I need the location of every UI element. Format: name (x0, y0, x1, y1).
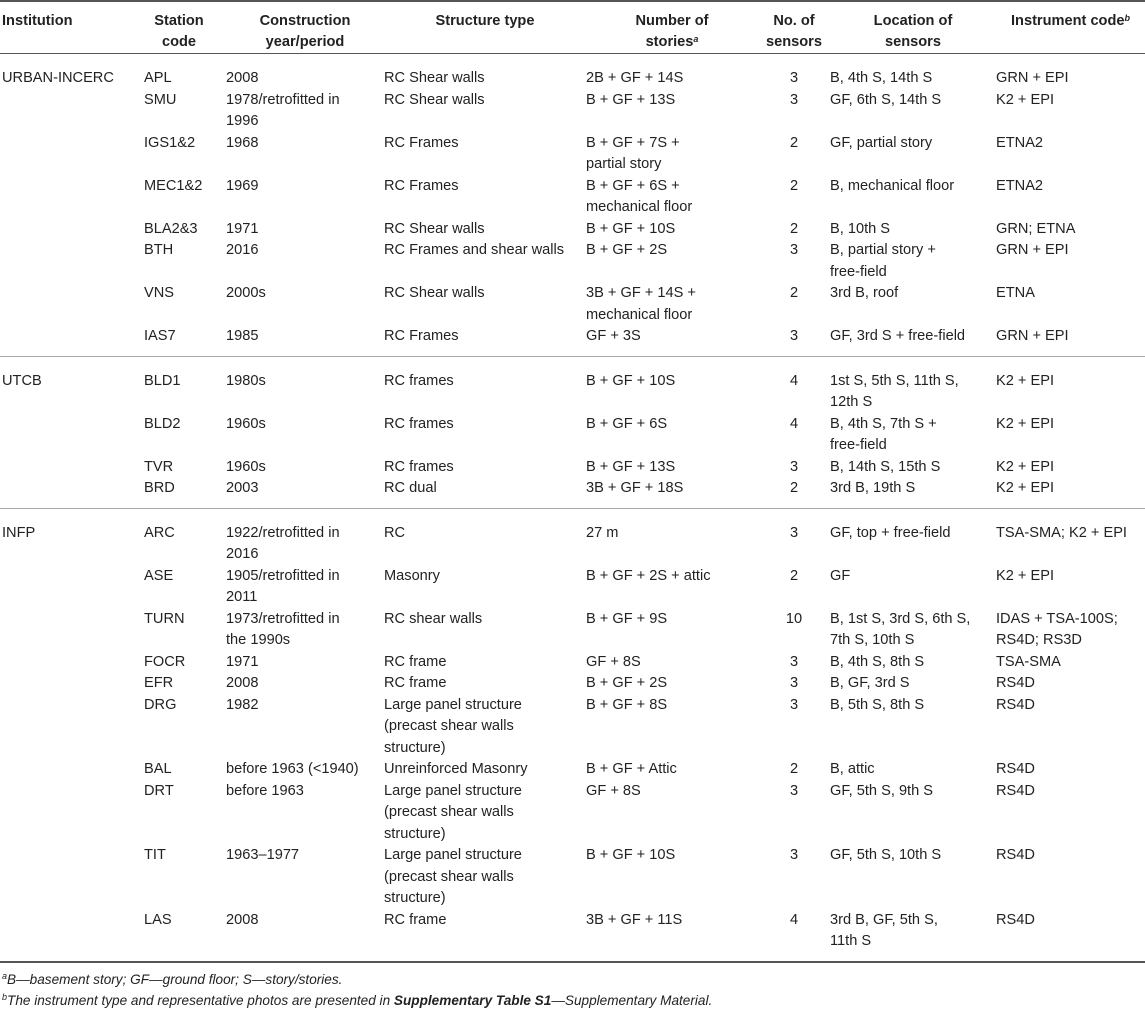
station-code-cell: BAL (144, 761, 172, 777)
number-of-stories-cell: B + GF + 2S + attic (586, 567, 711, 584)
construction-year-cell: 1963–1977 (226, 847, 300, 863)
structure-type-cell: RC Shear walls (384, 220, 485, 237)
table-row (0, 326, 1145, 356)
table-row (0, 652, 1145, 674)
instrument-code-cell: ETNA2 (996, 134, 1044, 151)
number-of-stories-cell: 3B + GF + 14S + mechanical floor (586, 285, 696, 323)
structure-type-cell: Large panel structure (precast shear walls structure) (384, 696, 522, 756)
structure-type-cell: RC frames (384, 372, 454, 389)
instrument-code-cell: GRN; ETNA (996, 220, 1076, 237)
construction-year-cell: 1982 (226, 696, 259, 713)
institution-cell (0, 219, 132, 241)
institution-cell (0, 910, 132, 962)
institution-cell (0, 457, 132, 479)
station-code-cell: DRG (144, 696, 177, 713)
instrument-code-cell: GRN + EPI (996, 242, 1069, 258)
sensor-count-cell: 2 (789, 480, 799, 496)
construction-year-cell: 2000s (226, 285, 266, 301)
sensor-count-cell: 4 (789, 372, 799, 389)
institution-group (0, 508, 1145, 962)
station-code-cell: TIT (144, 847, 166, 863)
structure-type-cell: RC frame (384, 653, 447, 670)
institution-cell: INFP (2, 524, 36, 541)
sensor-location-cell: GF, top + free-field (830, 524, 951, 541)
construction-year-cell: 1969 (226, 177, 259, 194)
station-code-cell: TVR (144, 458, 174, 475)
sensor-location-cell: GF, partial story (830, 134, 933, 151)
instrument-code-cell: TSA-SMA (996, 653, 1061, 670)
structure-type-cell: RC Frames (384, 134, 459, 151)
structure-type-cell: RC Shear walls (384, 285, 485, 301)
construction-year-cell: 1978/retrofitted in 1996 (226, 91, 340, 129)
institution-cell (0, 566, 132, 609)
structure-type-cell: Unreinforced Masonry (384, 761, 528, 777)
table-row (0, 910, 1145, 962)
table-row (0, 759, 1145, 781)
instrument-code-cell: GRN + EPI (996, 328, 1069, 344)
station-code-cell: SMU (144, 91, 177, 108)
institution-cell (0, 781, 132, 846)
construction-year-cell: 1968 (226, 134, 259, 151)
institution-cell (0, 283, 132, 326)
structure-type-cell: Large panel structure (precast shear walls structure) (384, 782, 522, 842)
sensor-location-cell: 1st S, 5th S, 11th S, 12th S (830, 372, 959, 410)
instrument-code-cell: K2 + EPI (996, 372, 1055, 389)
number-of-stories-cell: B + GF + 6S (586, 415, 668, 432)
table-row (0, 673, 1145, 695)
construction-year-cell: 1971 (226, 220, 259, 237)
institution-cell: UTCB (2, 372, 42, 389)
instrument-code-cell: RS4D (996, 761, 1035, 777)
supplementary-link[interactable]: Supplementary Table S1 (393, 992, 552, 1008)
construction-year-cell: 1905/retrofitted in 2011 (226, 567, 340, 605)
table-row (0, 90, 1145, 133)
sensor-location-cell: B, GF, 3rd S (830, 675, 910, 691)
sensor-count-cell: 3 (789, 458, 799, 475)
number-of-stories-cell: B + GF + 2S (586, 242, 668, 258)
header-institution: Institution (0, 1, 132, 54)
structure-type-cell: RC dual (384, 480, 437, 496)
structure-type-cell: RC frames (384, 415, 454, 432)
structure-type-cell: Masonry (384, 567, 440, 584)
construction-year-cell: 1971 (226, 653, 259, 670)
sensor-count-cell: 3 (789, 653, 799, 670)
sensor-count-cell: 2 (789, 134, 799, 151)
station-code-cell: EFR (144, 675, 174, 691)
sensor-location-cell: 3rd B, GF, 5th S, 11th S (830, 911, 938, 949)
number-of-stories-cell: GF + 3S (586, 328, 641, 344)
number-of-stories-cell: B + GF + 13S (586, 458, 676, 475)
station-code-cell: BTH (144, 242, 174, 258)
institution-cell (0, 478, 132, 508)
instrument-code-cell: RS4D (996, 847, 1035, 863)
table-row (0, 609, 1145, 652)
sensor-count-cell: 3 (789, 675, 799, 691)
instrument-code-cell: TSA-SMA; K2 + EPI (996, 524, 1127, 541)
station-code-cell: MEC1&2 (144, 177, 203, 194)
structure-type-cell: RC frame (384, 675, 447, 691)
footnote-mark-a: a (693, 34, 699, 44)
station-code-cell: BRD (144, 480, 175, 496)
sensor-count-cell: 2 (789, 220, 799, 237)
structure-type-cell: Large panel structure (precast shear walls structure) (384, 847, 522, 906)
structure-type-cell: RC Frames and shear walls (384, 242, 565, 258)
institution-cell (0, 90, 132, 133)
institution-cell (0, 673, 132, 695)
station-code-cell: IGS1&2 (144, 134, 196, 151)
institution-cell (0, 414, 132, 457)
number-of-stories-cell: B + GF + Attic (586, 761, 677, 777)
station-code-cell: BLD2 (144, 415, 181, 432)
number-of-stories-cell: 3B + GF + 18S (586, 480, 684, 496)
table-row (0, 283, 1145, 326)
station-code-cell: IAS7 (144, 328, 176, 344)
table-row (0, 478, 1145, 508)
header-row (0, 1, 1145, 54)
institution-cell: URBAN-INCERC (2, 70, 114, 86)
instrument-code-cell: RS4D (996, 696, 1035, 713)
number-of-stories-cell: B + GF + 10S (586, 847, 676, 863)
instrument-code-cell: K2 + EPI (996, 480, 1055, 496)
number-of-stories-cell: 2B + GF + 14S (586, 70, 684, 86)
number-of-stories-cell: 27 m (586, 524, 619, 541)
header-construction: Construction year/period (226, 1, 384, 54)
station-code-cell: DRT (144, 782, 174, 799)
sensor-count-cell: 4 (789, 415, 799, 432)
table-row (0, 356, 1145, 414)
sensor-location-cell: GF, 3rd S + free-field (830, 328, 966, 344)
construction-year-cell: 1973/retrofitted in the 1990s (226, 610, 340, 648)
sensor-location-cell: B, 14th S, 15th S (830, 458, 941, 475)
sensor-location-cell: B, 1st S, 3rd S, 6th S, 7th S, 10th S (830, 610, 971, 648)
structure-type-cell: RC frame (384, 911, 447, 928)
sensor-count-cell: 3 (789, 91, 799, 108)
number-of-stories-cell: 3B + GF + 11S (586, 911, 683, 928)
sensor-location-cell: B, 10th S (830, 220, 891, 237)
instrument-code-cell: K2 + EPI (996, 415, 1055, 432)
sensor-count-cell: 3 (789, 847, 799, 863)
sensor-count-cell: 3 (789, 70, 799, 86)
station-code-cell: APL (144, 70, 172, 86)
structure-type-cell: RC Shear walls (384, 70, 485, 86)
construction-year-cell: 2016 (226, 242, 259, 258)
number-of-stories-cell: B + GF + 10S (586, 220, 676, 237)
sensor-count-cell: 3 (789, 328, 799, 344)
sensor-count-cell: 2 (789, 761, 799, 777)
station-code-cell: ARC (144, 524, 175, 541)
sensor-count-cell: 2 (789, 567, 799, 584)
construction-year-cell: 2008 (226, 70, 259, 86)
header-instrument: Instrument code$^b$ (996, 1, 1145, 54)
table-row (0, 54, 1145, 90)
institution-cell (0, 176, 132, 219)
construction-year-cell: 1960s (226, 458, 266, 475)
instrument-code-cell: K2 + EPI (996, 458, 1055, 475)
header-location: Location of sensors (830, 1, 996, 54)
structure-type-cell: RC Frames (384, 177, 459, 194)
footnote-mark-b: b (1124, 13, 1131, 23)
table-row (0, 781, 1145, 846)
institution-cell (0, 326, 132, 356)
sensor-count-cell: 10 (785, 610, 803, 627)
table-row (0, 133, 1145, 176)
table-row (0, 240, 1145, 283)
header-sensors: No. of sensors (758, 1, 830, 54)
structure-type-cell: RC Frames (384, 328, 459, 344)
number-of-stories-cell: B + GF + 9S (586, 610, 668, 627)
number-of-stories-cell: B + GF + 7S + partial story (586, 134, 680, 172)
sensor-count-cell: 3 (789, 524, 799, 541)
sensor-location-cell: GF, 5th S, 10th S (830, 847, 942, 863)
sensor-count-cell: 4 (789, 911, 799, 928)
sensor-count-cell: 2 (789, 285, 799, 301)
instrument-code-cell: ETNA2 (996, 177, 1044, 194)
table-row (0, 845, 1145, 910)
institution-cell (0, 845, 132, 910)
sensor-location-cell: B, attic (830, 761, 875, 777)
sensor-location-cell: B, 4th S, 8th S (830, 653, 925, 670)
header-station-code: Station code (132, 1, 226, 54)
number-of-stories-cell: B + GF + 6S + mechanical floor (586, 177, 693, 215)
footnotes (0, 969, 1145, 1011)
structure-type-cell: RC Shear walls (384, 91, 485, 108)
number-of-stories-cell: GF + 8S (586, 782, 641, 799)
structure-type-cell: RC shear walls (384, 610, 483, 627)
number-of-stories-cell: GF + 8S (586, 653, 641, 670)
construction-year-cell: before 1963 (226, 782, 304, 799)
station-code-cell: ASE (144, 567, 174, 584)
structure-type-cell: RC frames (384, 458, 454, 475)
instrument-code-cell: GRN + EPI (996, 70, 1069, 86)
table-row (0, 695, 1145, 760)
footnote-b: $^b$The instrument type and representative photos are presented in Supplementary Table S1—Supplementary Material. (2, 991, 713, 1008)
construction-year-cell: 1980s (226, 372, 266, 389)
construction-year-cell: 1985 (226, 328, 259, 344)
sensor-location-cell: B, partial story + free-field (830, 242, 936, 280)
institution-cell (0, 609, 132, 652)
table-row (0, 414, 1145, 457)
header-structure-type: Structure type (384, 1, 586, 54)
station-code-cell: TURN (144, 610, 185, 627)
construction-year-cell: 1922/retrofitted in 2016 (226, 524, 340, 562)
sensor-location-cell: B, 5th S, 8th S (830, 696, 925, 713)
table-row (0, 566, 1145, 609)
instrument-code-cell: K2 + EPI (996, 91, 1055, 108)
header-stories: Number of stories$^a$ (586, 1, 758, 54)
sensor-location-cell: GF, 5th S, 9th S (830, 782, 934, 799)
table-row (0, 508, 1145, 566)
sensor-count-cell: 2 (789, 177, 799, 194)
institution-group (0, 54, 1145, 357)
instrument-code-cell: K2 + EPI (996, 567, 1055, 584)
sensor-count-cell: 3 (789, 696, 799, 713)
station-code-cell: BLD1 (144, 372, 181, 389)
table-row (0, 176, 1145, 219)
sensor-count-cell: 3 (789, 782, 799, 799)
number-of-stories-cell: B + GF + 10S (586, 372, 676, 389)
instrument-code-cell: RS4D (996, 782, 1035, 799)
instrument-code-cell: IDAS + TSA-100S; RS4D; RS3D (996, 610, 1118, 648)
table-row (0, 219, 1145, 241)
number-of-stories-cell: B + GF + 13S (586, 91, 676, 108)
instrument-code-cell: ETNA (996, 285, 1035, 301)
institution-cell (0, 759, 132, 781)
instrument-code-cell: RS4D (996, 911, 1035, 928)
sensor-location-cell: B, 4th S, 14th S (830, 70, 933, 86)
sensor-location-cell: GF (830, 567, 851, 584)
structure-type-cell: RC (384, 524, 406, 541)
sensor-location-cell: GF, 6th S, 14th S (830, 91, 942, 108)
institution-cell (0, 133, 132, 176)
institution-cell (0, 695, 132, 760)
number-of-stories-cell: B + GF + 8S (586, 696, 668, 713)
institution-cell (0, 652, 132, 674)
construction-year-cell: 2008 (226, 675, 259, 691)
station-code-cell: FOCR (144, 653, 186, 670)
construction-year-cell: 1960s (226, 415, 266, 432)
number-of-stories-cell: B + GF + 2S (586, 675, 668, 691)
institution-cell (0, 240, 132, 283)
footnote-a: $^a$B—basement story; GF—ground floor; S—story/stories. (2, 970, 343, 987)
station-code-cell: VNS (144, 285, 175, 301)
instrument-code-cell: RS4D (996, 675, 1035, 691)
construction-year-cell: before 1963 (<1940) (226, 761, 359, 777)
sensor-count-cell: 3 (789, 242, 799, 258)
construction-year-cell: 2003 (226, 480, 259, 496)
sensor-location-cell: B, 4th S, 7th S + free-field (830, 415, 937, 453)
institution-group (0, 356, 1145, 508)
sensor-location-cell: B, mechanical floor (830, 177, 955, 194)
table-row (0, 457, 1145, 479)
station-code-cell: LAS (144, 911, 172, 928)
station-code-cell: BLA2&3 (144, 220, 198, 237)
sensor-location-cell: 3rd B, roof (830, 285, 899, 301)
construction-year-cell: 2008 (226, 911, 259, 928)
sensor-location-cell: 3rd B, 19th S (830, 480, 916, 496)
